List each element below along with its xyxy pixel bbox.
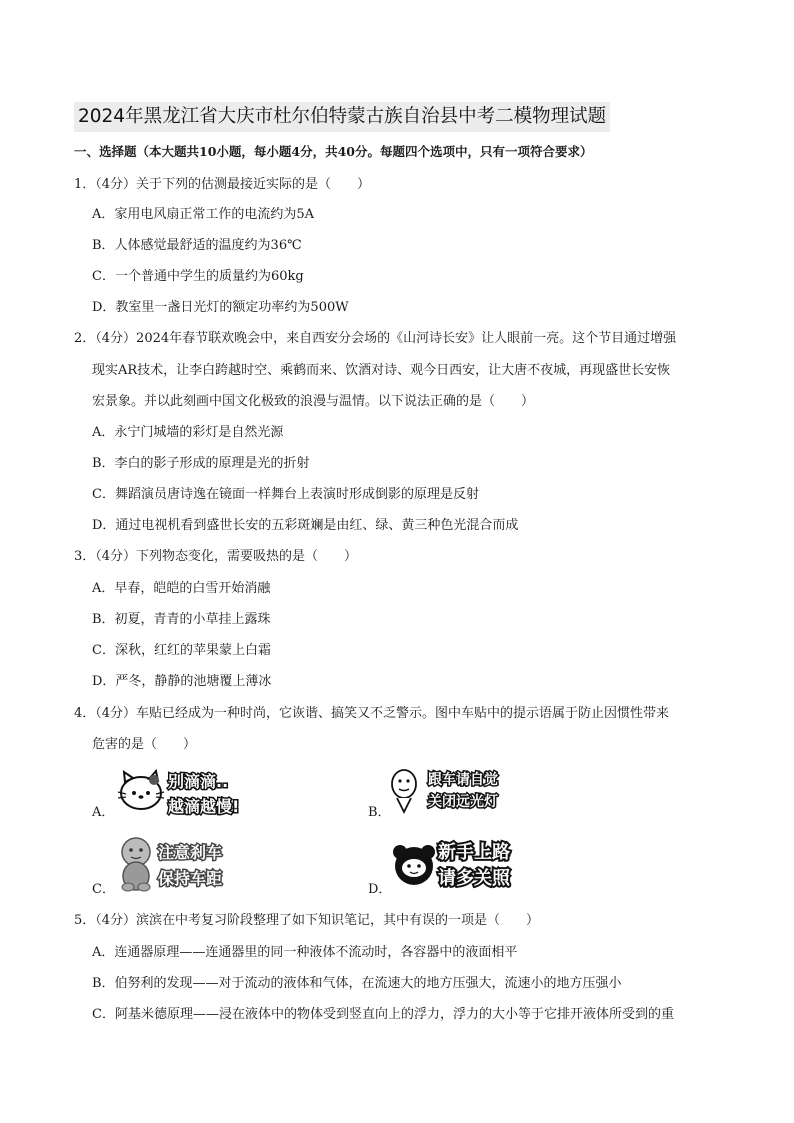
q4-option-a-letter: A． bbox=[92, 805, 115, 820]
q4-sticker-a bbox=[116, 762, 276, 820]
sticker-c-line2: 保持车距 bbox=[158, 869, 223, 888]
question-4-stem-cont1: 危害的是（ ） bbox=[92, 737, 197, 752]
q2-option-c: C．舞蹈演员唐诗逸在镜面一样舞台上表演时形成倒影的原理是反射 bbox=[92, 487, 479, 502]
sticker-d-line2: 请多关照 bbox=[438, 868, 510, 889]
q5-option-c: C．阿基米德原理——浸在液体中的物体受到竖直向上的浮力，浮力的大小等于它排开液体所受到的重 bbox=[92, 1007, 674, 1022]
q2-option-a: A．永宁门城墙的彩灯是自然光源 bbox=[92, 425, 284, 440]
question-3-stem: 3．（4分）下列物态变化，需要吸热的是（ ） bbox=[74, 549, 358, 564]
question-4-stem: 4．（4分）车贴已经成为一种时尚，它诙谐、搞笑又不乏警示。图中车贴中的提示语属于防止因惯性带来 bbox=[74, 706, 670, 721]
q1-option-d: D．教室里一盏日光灯的额定功率约为500W bbox=[92, 300, 349, 315]
q5-option-b: B．伯努利的发现——对于流动的液体和气体，在流速大的地方压强大，流速小的地方压强小 bbox=[92, 976, 622, 991]
q4-sticker-c bbox=[116, 832, 246, 892]
section-heading: 一、选择题（本大题共10小题，每小题4分，共40分。每题四个选项中，只有一项符合要求） bbox=[74, 144, 593, 159]
flower-face-sticker-image bbox=[390, 832, 540, 892]
q3-option-d: D．严冬，静静的池塘覆上薄冰 bbox=[92, 674, 272, 689]
question-5-stem: 5．（4分）滨滨在中考复习阶段整理了如下知识笔记，其中有误的一项是（ ） bbox=[74, 913, 540, 928]
q4-option-b-letter: B． bbox=[368, 805, 391, 820]
q3-option-b: B．初夏，青青的小草挂上露珠 bbox=[92, 612, 271, 627]
question-1-stem: 1．（4分）关于下列的估测最接近实际的是（ ） bbox=[74, 177, 371, 192]
sticker-a-line2: 越滴越慢! bbox=[168, 797, 240, 816]
sticker-c-line1: 注意刹车 bbox=[158, 843, 223, 862]
q4-sticker-d bbox=[390, 832, 540, 892]
q1-option-b: B．人体感觉最舒适的温度约为36℃ bbox=[92, 238, 302, 253]
hello-kitty-sticker-image bbox=[116, 762, 276, 820]
q1-option-a: A．家用电风扇正常工作的电流约为5A bbox=[92, 207, 315, 222]
q1-option-c: C．一个普通中学生的质量约为60kg bbox=[92, 269, 304, 284]
question-2-stem: 2．（4分）2024年春节联欢晚会中，来自西安分会场的《山河诗长安》让人眼前一亮。这个节目通过增强 bbox=[74, 331, 677, 346]
q2-option-d: D．通过电视机看到盛世长安的五彩斑斓是由红、绿、黄三种色光混合而成 bbox=[92, 518, 519, 533]
q4-option-c-letter: C． bbox=[92, 882, 115, 897]
sticker-d-line1: 新手上路 bbox=[438, 842, 510, 863]
sticker-b-line1: 跟车请自觉 bbox=[428, 772, 498, 788]
page-title: 2024年黑龙江省大庆市杜尔伯特蒙古族自治县中考二模物理试题 bbox=[74, 102, 610, 132]
question-2-stem-cont1: 现实AR技术，让李白跨越时空、乘鹤而来、饮酒对诗、观今日西安，让大唐不夜城，再现盛世长安恢 bbox=[92, 363, 671, 378]
question-2-stem-cont2: 宏景象。并以此刻画中国文化极致的浪漫与温情。以下说法正确的是（ ） bbox=[92, 394, 535, 409]
baby-sticker-image bbox=[116, 832, 246, 892]
sticker-b-line2: 关闭远光灯 bbox=[428, 794, 498, 810]
cartoon-head-sticker-image bbox=[388, 762, 528, 816]
q3-option-a: A．早春，皑皑的白雪开始消融 bbox=[92, 581, 271, 596]
q4-sticker-b bbox=[388, 762, 528, 816]
q3-option-c: C．深秋，红红的苹果蒙上白霜 bbox=[92, 643, 271, 658]
q5-option-a: A．连通器原理——连通器里的同一种液体不流动时，各容器中的液面相平 bbox=[92, 945, 518, 960]
q2-option-b: B．李白的影子形成的原理是光的折射 bbox=[92, 456, 310, 471]
q4-option-d-letter: D． bbox=[368, 882, 392, 897]
sticker-a-line1: 别滴滴.. bbox=[168, 772, 229, 791]
